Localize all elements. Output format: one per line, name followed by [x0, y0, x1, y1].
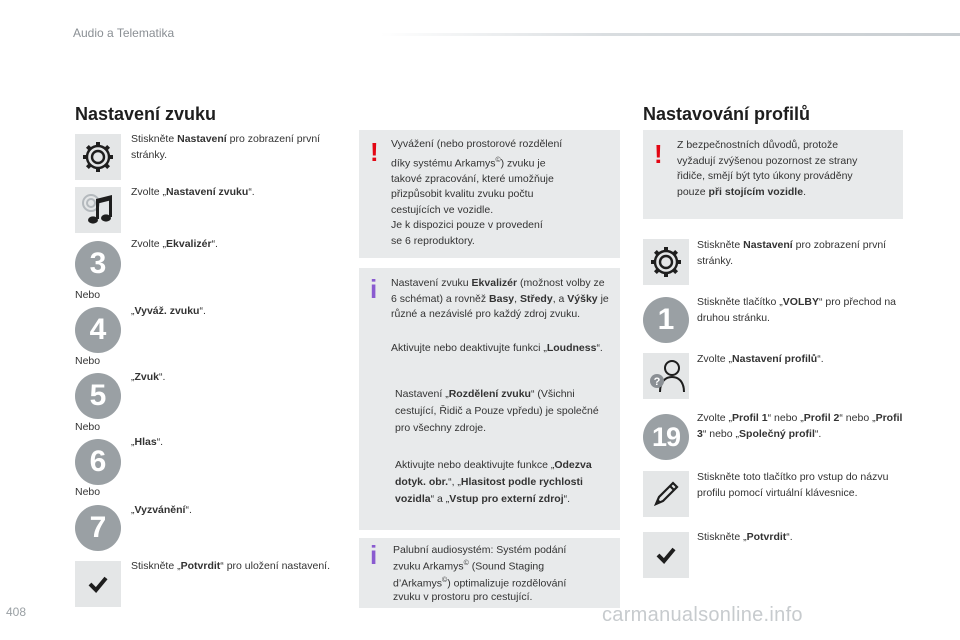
left-step-2-text: Zvolte „Nastavení zvuku“. [131, 186, 255, 198]
step-tile-settings [75, 134, 121, 180]
page-number: 408 [6, 605, 27, 619]
right-step-3-text: Zvolte „Nastavení profilů“. [697, 353, 824, 365]
right-step-tile-settings [643, 239, 689, 285]
right-section-title: Nastavování profilů [643, 104, 811, 124]
right-step-tile-confirm [643, 532, 689, 578]
step-number-7 [75, 505, 121, 551]
pencil-icon [650, 478, 682, 510]
warning-exclamation-icon: ! [370, 137, 379, 167]
profile-icon [646, 356, 686, 396]
gear-music-icon [79, 191, 117, 229]
info-arkamys-text: Palubní audiosystém: Systém podání zvuku Arkamys© (Sound Staging d’Arkamys©) optimalizuje rozdělování zvuku v prostoru pro cestující. [393, 544, 567, 603]
number-badge: 7 [75, 505, 121, 551]
number-badge: 4 [75, 307, 121, 353]
nebo-label: Nebo [75, 486, 101, 498]
right-step-number-1 [643, 297, 689, 343]
nebo-label: Nebo [75, 421, 101, 433]
number-badge: 5 [75, 373, 121, 419]
step-tile-sound-settings [75, 187, 121, 233]
nebo-label: Nebo [75, 289, 101, 301]
step-number-5 [75, 373, 121, 419]
info-equalizer-para-3: Nastavení „Rozdělení zvuku“ (Všichni cestující, Řidič a Pouze vpředu) je společné pro všechny zdroje. [395, 388, 599, 434]
number-badge: 1 [643, 297, 689, 343]
right-step-5-text: Stiskněte toto tlačítko pro vstup do názvu profilu pomocí virtuální klávesnice. [697, 471, 889, 499]
right-step-4-text: Zvolte „Profil 1“ nebo „Profil 2“ nebo „Profil 3“ nebo „Společný profil“. [697, 412, 903, 440]
step-tile-confirm [75, 561, 121, 607]
number-badge: 3 [75, 241, 121, 287]
left-step-6-text: „Hlas“. [131, 436, 164, 448]
header-divider [380, 33, 960, 36]
right-step-tile-profiles [643, 353, 689, 399]
right-step-tile-rename [643, 471, 689, 517]
info-equalizer-para-2: Aktivujte nebo deaktivujte funkci „Loudness“. [391, 342, 603, 354]
warning-profiles-text: Z bezpečnostních důvodů, protože vyžadují zvýšenou pozornost ze strany řidiče, smějí být tyto úkony prováděny pouze při stojícím vozidle. [677, 139, 858, 198]
warning-balance-text: Vyvážení (nebo prostorové rozdělení díky systému Arkamys©) zvuku je takové zpracování, které umožňuje přizpůsobit kvalitu zvuku počtu cestujících ve vozidle. Je k dispozici pouze v provedení se 6 reproduktory. [391, 138, 563, 247]
left-step-1-text: Stiskněte Nastavení pro zobrazení první stránky. [131, 133, 321, 161]
left-section-title: Nastavení zvuku [75, 104, 217, 124]
step-number-6 [75, 439, 121, 485]
left-step-5-text: „Zvuk“. [131, 371, 166, 383]
header-title: Audio a Telematika [73, 26, 175, 40]
step-number-4 [75, 307, 121, 353]
number-badge: 19 [643, 414, 689, 460]
info-icon: i [370, 274, 378, 304]
warning-exclamation-icon: ! [654, 139, 663, 169]
info-equalizer-para-4: Aktivujte nebo deaktivujte funkce „Odezva dotyk. obr.“, „Hlasitost podle rychlosti vozidla“ a „Vstup pro externí zdroj“. [395, 459, 592, 505]
gear-icon [81, 140, 115, 174]
left-step-8-text: Stiskněte „Potvrdit“ pro uložení nastavení. [131, 560, 331, 572]
number-badge: 6 [75, 439, 121, 485]
gear-icon [649, 245, 683, 279]
info-icon: i [370, 540, 378, 570]
watermark: carmanualsonline.info [602, 604, 803, 626]
right-step-1-text: Stiskněte Nastavení pro zobrazení první stránky. [697, 239, 887, 267]
step-number-3 [75, 241, 121, 287]
svg-text:?: ? [653, 376, 661, 388]
left-step-4-text: „Vyváž. zvuku“. [131, 305, 206, 317]
right-step-2-text: Stiskněte tlačítko „VOLBY“ pro přechod na druhou stránku. [697, 296, 897, 324]
nebo-label: Nebo [75, 355, 101, 367]
left-step-3-text: Zvolte „Ekvalizér“. [131, 238, 218, 250]
right-step-number-19 [643, 414, 689, 460]
checkmark-icon [86, 572, 110, 596]
left-step-7-text: „Vyzvánění“. [131, 504, 192, 516]
right-step-6-text: Stiskněte „Potvrdit“. [697, 531, 793, 543]
checkmark-icon [654, 543, 678, 567]
info-equalizer-para-1: Nastavení zvuku Ekvalizér (možnost volby ze 6 schémat) a rovněž Basy, Středy, a Výšky je různé a nezávislé pro každý zdroj zvuku. [391, 277, 609, 320]
